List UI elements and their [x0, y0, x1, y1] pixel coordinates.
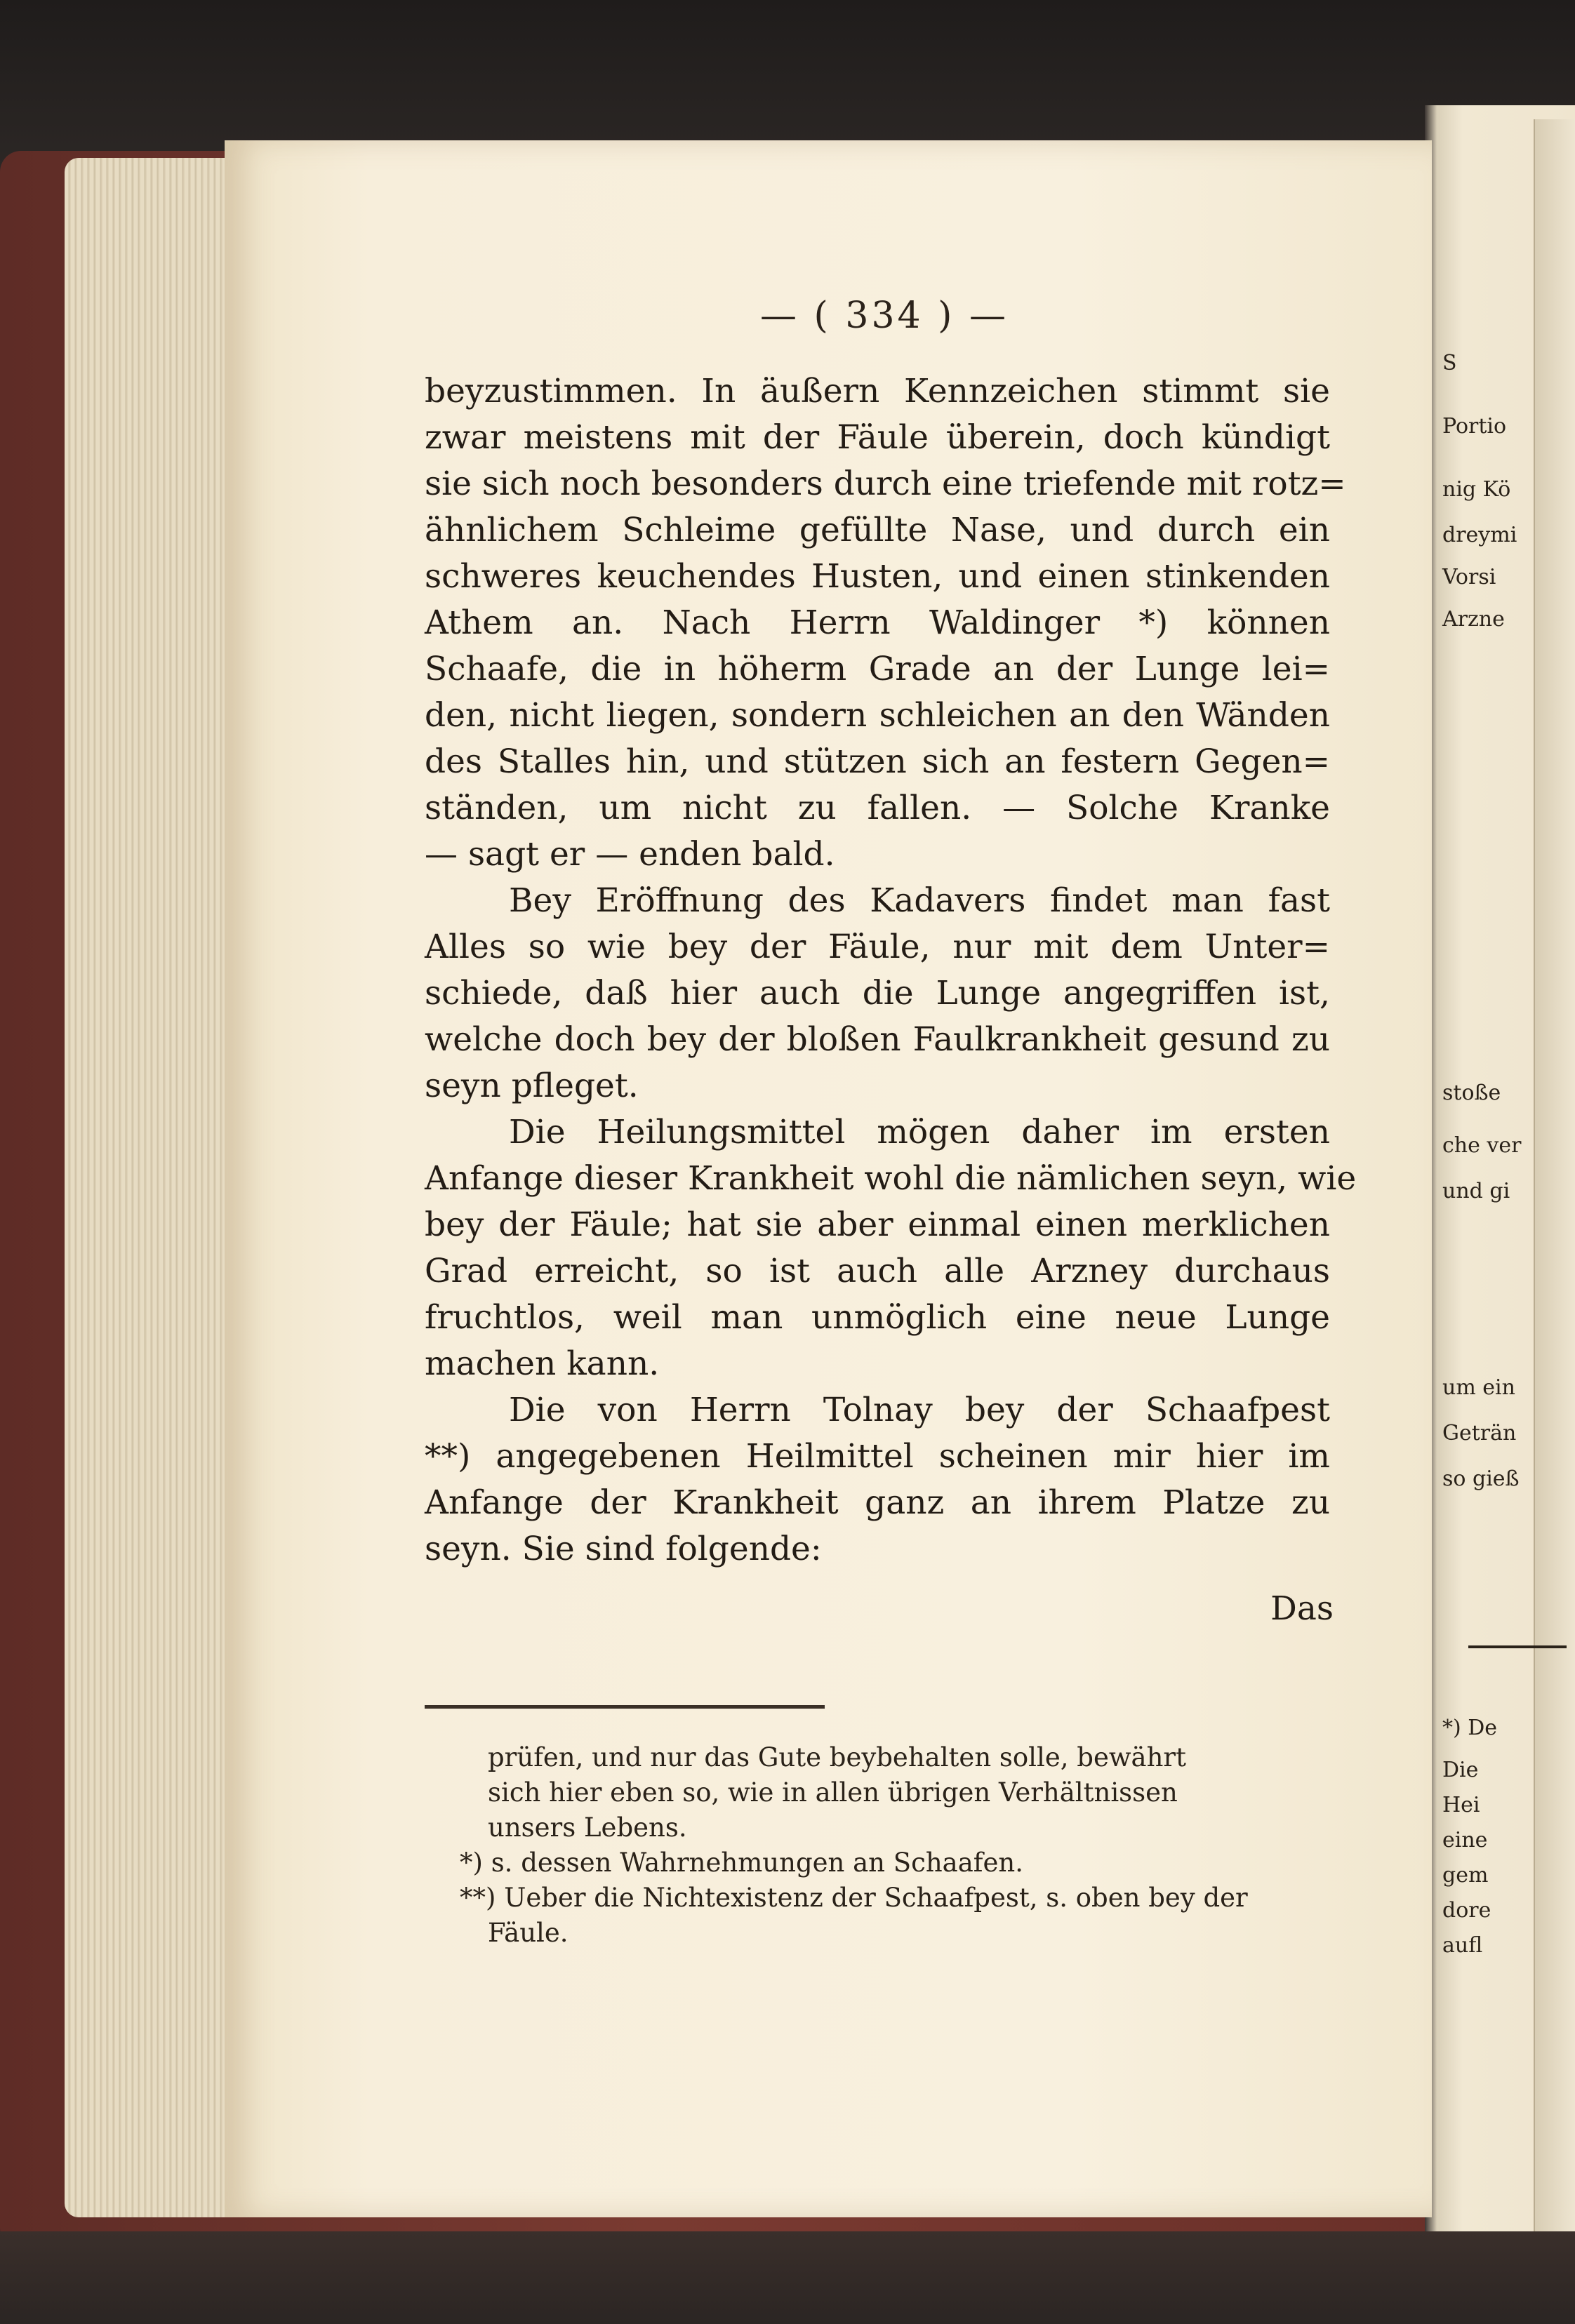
text-line: ständen, um nicht zu fallen. — Solche Kranke: [425, 789, 1330, 827]
footnote-line: sich hier eben so, wie in allen übrigen Verhältnissen: [488, 1777, 1178, 1808]
right-page-fragment: nig Kö: [1442, 477, 1511, 502]
text-line: bey der Fäule; hat sie aber einmal einen merklichen: [425, 1206, 1330, 1244]
text-line: Grad erreicht, so ist auch alle Arzney durchaus: [425, 1252, 1330, 1290]
right-page-fragment: Arzne: [1442, 607, 1505, 632]
right-page-fragment: eine: [1442, 1828, 1488, 1852]
footnote-line: **) Ueber die Nichtexistenz der Schaafpest, s. oben bey der: [460, 1883, 1248, 1913]
text-line: Die von Herrn Tolnay bey der Schaafpest: [509, 1391, 1330, 1429]
right-page-fragment: Geträn: [1442, 1421, 1517, 1445]
footnote-rule: [425, 1705, 825, 1709]
text-line: des Stalles hin, und stützen sich an festern Gegen=: [425, 742, 1330, 781]
text-line: seyn. Sie sind folgende:: [425, 1530, 822, 1568]
text-line: beyzustimmen. In äußern Kennzeichen stimmt sie: [425, 372, 1330, 410]
right-page-fragment: Portio: [1442, 414, 1507, 439]
right-page-fragment: um ein: [1442, 1375, 1515, 1400]
text-line: — sagt er — enden bald.: [425, 835, 835, 874]
text-line: Bey Eröffnung des Kadavers findet man fast: [509, 881, 1330, 920]
footnote-line: unsers Lebens.: [488, 1812, 687, 1843]
catchword: Das: [1270, 1589, 1334, 1628]
right-page-fragment: Die: [1442, 1758, 1479, 1782]
footnote-line: prüfen, und nur das Gute beybehalten solle, bewährt: [488, 1742, 1186, 1772]
text-line: **) angegebenen Heilmittel scheinen mir hier im: [425, 1437, 1330, 1476]
text-line: machen kann.: [425, 1344, 660, 1383]
text-line: den, nicht liegen, sondern schleichen an den Wänden: [425, 696, 1330, 735]
text-line: Schaafe, die in höherm Grade an der Lunge lei=: [425, 650, 1330, 688]
right-page-fragment: gem: [1442, 1863, 1489, 1888]
right-page-strip: [1534, 119, 1575, 2245]
right-page-footnote-rule: [1468, 1645, 1567, 1648]
background-bottom: [0, 2231, 1575, 2324]
right-page-fragment: Vorsi: [1442, 565, 1496, 589]
text-line: schweres keuchendes Husten, und einen stinkenden: [425, 557, 1330, 596]
page-edges: [65, 158, 233, 2217]
right-page-fragment: *) De: [1442, 1716, 1498, 1740]
text-line: schiede, daß hier auch die Lunge angegriffen ist,: [425, 974, 1330, 1013]
right-page-fragment: aufl: [1442, 1933, 1483, 1958]
right-page-fragment: S: [1442, 351, 1457, 375]
right-page-fragment: so gieß: [1442, 1467, 1520, 1491]
text-line: Anfange dieser Krankheit wohl die nämlichen seyn, wie: [425, 1159, 1357, 1198]
text-line: Athem an. Nach Herrn Waldinger *) können: [425, 603, 1330, 642]
text-line: ähnlichem Schleime gefüllte Nase, und durch ein: [425, 511, 1330, 549]
text-line: welche doch bey der bloßen Faulkrankheit gesund zu: [425, 1020, 1330, 1059]
footnotes: [460, 1740, 1323, 1951]
text-line: sie sich noch besonders durch eine triefende mit rotz=: [425, 465, 1346, 503]
text-line: zwar meistens mit der Fäule überein, doch kündigt: [425, 418, 1330, 457]
right-page-fragment: Hei: [1442, 1793, 1480, 1817]
right-page-fragment: dreymi: [1442, 523, 1517, 547]
text-line: seyn pfleget.: [425, 1067, 639, 1105]
right-page-fragment: und gi: [1442, 1179, 1510, 1203]
text-line: fruchtlos, weil man unmöglich eine neue Lunge: [425, 1298, 1330, 1337]
right-page-fragment: che ver: [1442, 1133, 1522, 1158]
right-page-fragment: dore: [1442, 1898, 1491, 1923]
footnote-line: *) s. dessen Wahrnehmungen an Schaafen.: [460, 1848, 1023, 1878]
text-line: Anfange der Krankheit ganz an ihrem Platze zu: [425, 1483, 1330, 1522]
body-text: [425, 368, 1357, 1572]
text-line: Alles so wie bey der Fäule, nur mit dem Unter=: [425, 928, 1330, 966]
page-number: — ( 334 ) —: [760, 295, 1009, 337]
footnote-line: Fäule.: [488, 1918, 569, 1948]
text-line: Die Heilungsmittel mögen daher im ersten: [509, 1113, 1330, 1151]
right-page-fragment: stoße: [1442, 1081, 1501, 1105]
